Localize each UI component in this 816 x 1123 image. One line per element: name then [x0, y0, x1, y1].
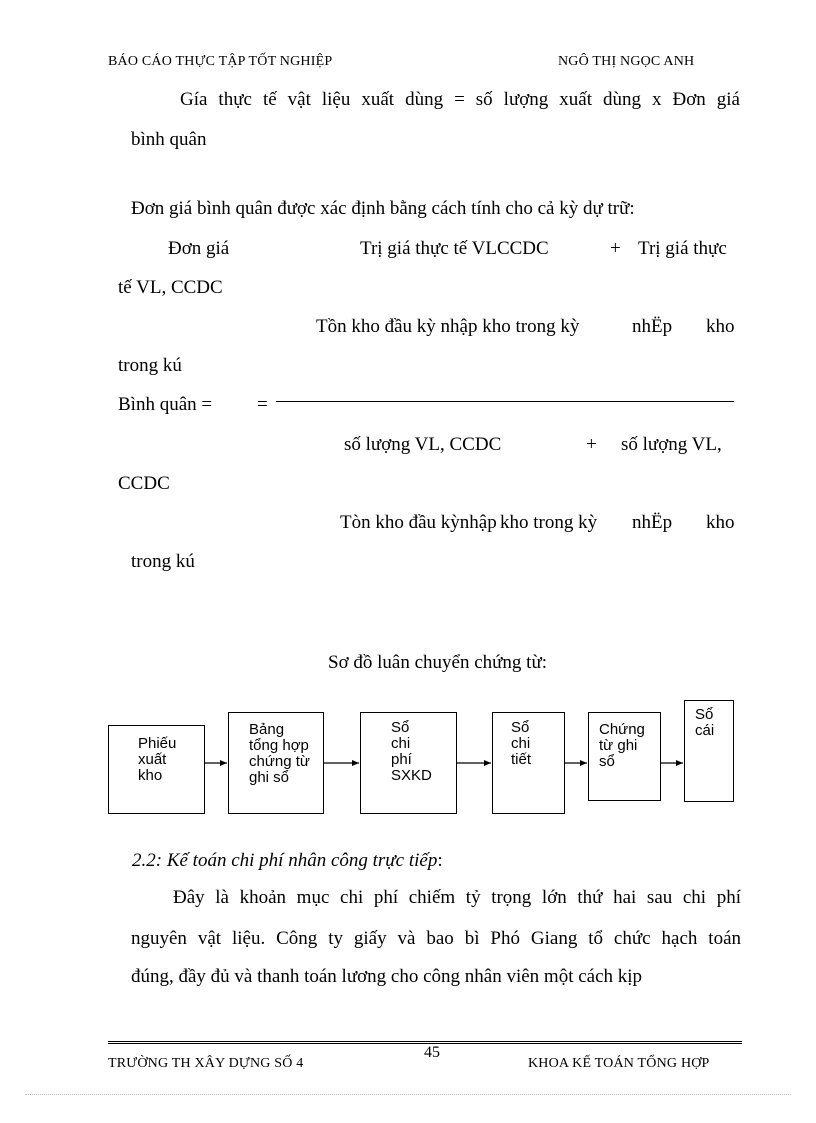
paragraph-line-1: Đây là khoản mục chi phí chiếm tỷ trọng lớn thứ hai sau chi phí [173, 887, 741, 908]
section-heading [132, 850, 443, 872]
formula-equals: = [257, 394, 268, 415]
flow-box-label: Sổ chi phí SXKD [391, 719, 432, 784]
section-heading-text: 2.2: Kế toán chi phí nhân công trực tiếp [132, 850, 438, 871]
formula-label-1: Đơn giá [168, 238, 230, 259]
formula-denominator-row2-b: kho trong kỳ [500, 512, 598, 533]
formula-numerator-row2-c: kho [706, 316, 735, 337]
header-left: BÁO CÁO THỰC TẬP TỐT NGHIỆP [108, 54, 333, 69]
formula-denominator-row3: trong kú [131, 551, 195, 572]
formula-numerator-b: Trị giá thực [638, 238, 727, 259]
flow-box-label: Sổ chi tiết [511, 719, 532, 768]
formula-plus-1: + [610, 238, 621, 259]
paragraph-line-2: nguyên vật liệu. Công ty giấy và bao bì Phó Giang tổ chức hạch toán [131, 928, 741, 949]
formula-denominator-a: số lượng VL, CCDC [344, 434, 502, 455]
formula-numerator-a: Trị giá thực tế VLCCDC [360, 238, 549, 259]
flow-box-label: Sổ cái [695, 706, 715, 739]
diagram-title: Sơ đồ luân chuyển chứng từ: [328, 652, 548, 673]
formula-plus-2: + [586, 434, 597, 455]
formula-numerator-row2-a: Tồn kho đầu kỳ nhập kho trong kỳ [316, 316, 580, 337]
formula-denominator-row2-a: Tòn kho đầu kỳnhập [340, 512, 497, 533]
header-right: NGÔ THỊ NGỌC ANH [558, 54, 695, 69]
footer-left: TRƯỜNG TH XÂY DỰNG SỐ 4 [108, 1056, 304, 1071]
body-line-1: Gía thực tế vật liệu xuất dùng = số lượng xuất dùng x Đơn giá [180, 89, 740, 110]
flow-box-label: Phiếu xuất kho [138, 735, 177, 784]
formula-denominator-row2-c: nhËp [632, 512, 673, 533]
body-line-3: Đơn giá bình quân được xác định bằng cách tính cho cả kỳ dự trữ: [131, 198, 635, 219]
flow-box-label: Chứng từ ghi sổ [599, 721, 645, 770]
formula-denominator-row2-d: kho [706, 512, 735, 533]
formula-label-2: Bình quân = [118, 394, 213, 415]
section-heading-colon: : [437, 850, 443, 871]
formula-numerator-row3: trong kú [118, 355, 182, 376]
footer-right: KHOA KẾ TOÁN TỔNG HỢP [528, 1056, 710, 1071]
page-bottom-dotted-border [25, 1094, 791, 1095]
formula-denominator-cont: CCDC [118, 473, 170, 494]
paragraph-line-3: đúng, đầy đủ và thanh toán lương cho công nhân viên một cách kịp [131, 966, 643, 987]
page-number: 45 [424, 1044, 440, 1061]
formula-numerator-row2-b: nhËp [632, 316, 673, 337]
flow-box-label: Bảng tổng hợp chứng từ ghi sổ [249, 721, 310, 786]
body-line-2: bình quân [131, 129, 207, 150]
formula-numerator-cont: tế VL, CCDC [118, 277, 223, 298]
formula-denominator-b: số lượng VL, [621, 434, 722, 455]
